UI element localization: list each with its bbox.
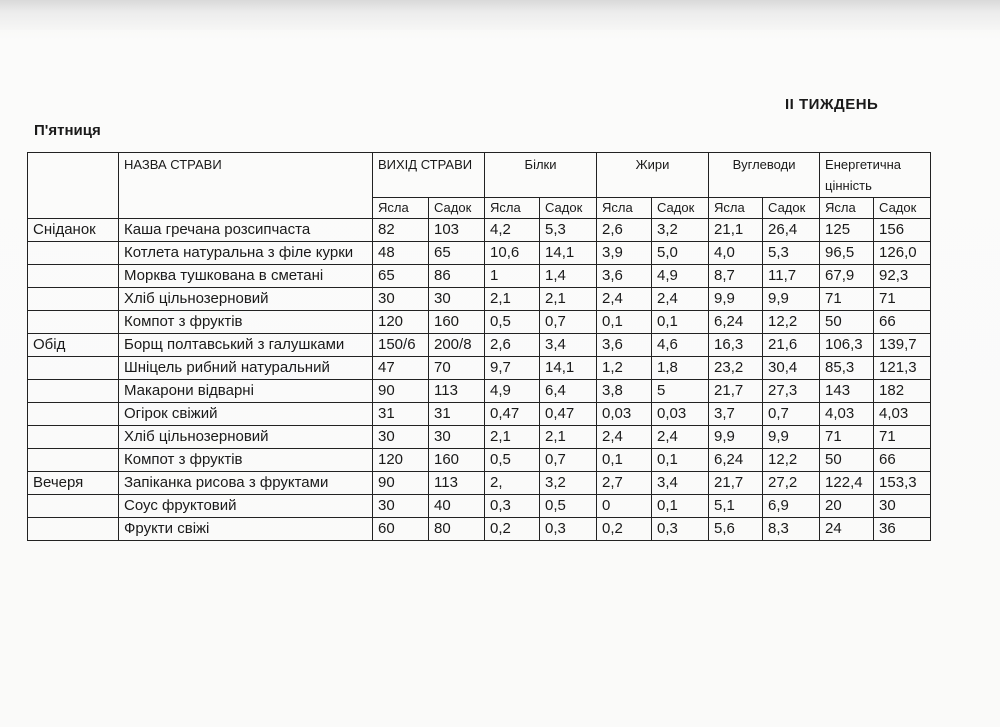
value-cell: 11,7 (763, 265, 820, 288)
table-row (28, 334, 931, 357)
table-row (28, 495, 931, 518)
value-cell: 121,3 (874, 357, 931, 380)
value-cell: 1,2 (597, 357, 652, 380)
value-cell: 86 (429, 265, 485, 288)
value-cell: 8,3 (763, 518, 820, 541)
value-cell: 3,2 (540, 472, 597, 495)
value-cell: 4,9 (485, 380, 540, 403)
value-cell: 85,3 (820, 357, 874, 380)
dish-name-cell: Запіканка рисова з фруктами (119, 472, 373, 495)
value-cell: 16,3 (709, 334, 763, 357)
sub-kindergarten: Садок (763, 198, 820, 219)
dish-name-cell: Макарони відварні (119, 380, 373, 403)
value-cell: 120 (373, 449, 429, 472)
value-cell: 4,9 (652, 265, 709, 288)
meal-cell (28, 449, 119, 472)
meal-cell: Обід (28, 334, 119, 357)
value-cell: 71 (874, 288, 931, 311)
value-cell: 3,8 (597, 380, 652, 403)
value-cell: 14,1 (540, 242, 597, 265)
value-cell: 9,9 (709, 288, 763, 311)
table-row (28, 242, 931, 265)
fats-header: Жири (597, 153, 709, 198)
value-cell: 0,1 (597, 311, 652, 334)
value-cell: 3,9 (597, 242, 652, 265)
value-cell: 31 (429, 403, 485, 426)
week-title: ІІ ТИЖДЕНЬ (785, 96, 879, 113)
value-cell: 6,4 (540, 380, 597, 403)
value-cell: 47 (373, 357, 429, 380)
value-cell: 3,4 (652, 472, 709, 495)
meal-header (28, 153, 119, 219)
dish-name-cell: Морква тушкована в сметані (119, 265, 373, 288)
meal-cell (28, 495, 119, 518)
value-cell: 143 (820, 380, 874, 403)
meal-cell (28, 265, 119, 288)
dish-name-cell: Хліб цільнозерновий (119, 288, 373, 311)
value-cell: 153,3 (874, 472, 931, 495)
value-cell: 12,2 (763, 449, 820, 472)
value-cell: 10,6 (485, 242, 540, 265)
sub-kindergarten: Садок (652, 198, 709, 219)
value-cell: 0,5 (540, 495, 597, 518)
value-cell: 71 (820, 288, 874, 311)
value-cell: 9,7 (485, 357, 540, 380)
table-row (28, 219, 931, 242)
value-cell: 3,4 (540, 334, 597, 357)
value-cell: 103 (429, 219, 485, 242)
value-cell: 113 (429, 380, 485, 403)
sub-nursery: Ясла (485, 198, 540, 219)
value-cell: 150/6 (373, 334, 429, 357)
meal-cell (28, 380, 119, 403)
sub-kindergarten: Садок (540, 198, 597, 219)
value-cell: 2, (485, 472, 540, 495)
meal-cell (28, 403, 119, 426)
value-cell: 2,4 (652, 288, 709, 311)
value-cell: 3,7 (709, 403, 763, 426)
day-title: П'ятниця (34, 122, 101, 139)
value-cell: 4,03 (874, 403, 931, 426)
meal-cell (28, 242, 119, 265)
dish-name-cell: Шніцель рибний натуральний (119, 357, 373, 380)
value-cell: 71 (820, 426, 874, 449)
table-row (28, 518, 931, 541)
value-cell: 0,47 (485, 403, 540, 426)
dish-name-cell: Компот з фруктів (119, 311, 373, 334)
table-row (28, 311, 931, 334)
table-row (28, 357, 931, 380)
dish-name-cell: Компот з фруктів (119, 449, 373, 472)
value-cell: 40 (429, 495, 485, 518)
value-cell: 1 (485, 265, 540, 288)
dish-name-cell: Котлета натуральна з філе курки (119, 242, 373, 265)
table-row (28, 472, 931, 495)
value-cell: 30 (373, 426, 429, 449)
value-cell: 106,3 (820, 334, 874, 357)
value-cell: 6,9 (763, 495, 820, 518)
value-cell: 27,3 (763, 380, 820, 403)
value-cell: 21,7 (709, 472, 763, 495)
value-cell: 5,3 (540, 219, 597, 242)
value-cell: 8,7 (709, 265, 763, 288)
value-cell: 21,7 (709, 380, 763, 403)
value-cell: 2,6 (597, 219, 652, 242)
value-cell: 0,7 (540, 311, 597, 334)
value-cell: 4,6 (652, 334, 709, 357)
value-cell: 2,1 (485, 426, 540, 449)
value-cell: 9,9 (709, 426, 763, 449)
value-cell: 0,2 (597, 518, 652, 541)
dish-name-cell: Хліб цільнозерновий (119, 426, 373, 449)
value-cell: 90 (373, 472, 429, 495)
sub-nursery: Ясла (373, 198, 429, 219)
value-cell: 139,7 (874, 334, 931, 357)
sub-nursery: Ясла (597, 198, 652, 219)
value-cell: 5,1 (709, 495, 763, 518)
value-cell: 30 (429, 426, 485, 449)
table-row (28, 426, 931, 449)
meal-cell (28, 311, 119, 334)
header-row (28, 153, 931, 198)
value-cell: 67,9 (820, 265, 874, 288)
value-cell: 66 (874, 311, 931, 334)
value-cell: 92,3 (874, 265, 931, 288)
energy-header: Енергетична цінність (820, 153, 931, 198)
table-row (28, 403, 931, 426)
carbs-header: Вуглеводи (709, 153, 820, 198)
value-cell: 21,6 (763, 334, 820, 357)
value-cell: 65 (429, 242, 485, 265)
menu-table (27, 152, 931, 541)
value-cell: 27,2 (763, 472, 820, 495)
value-cell: 2,1 (485, 288, 540, 311)
value-cell: 36 (874, 518, 931, 541)
value-cell: 0,2 (485, 518, 540, 541)
value-cell: 6,24 (709, 311, 763, 334)
meal-cell (28, 426, 119, 449)
value-cell: 0,7 (763, 403, 820, 426)
dish-name-cell: Каша гречана розсипчаста (119, 219, 373, 242)
menu-body (28, 219, 931, 541)
dish-header: НАЗВА СТРАВИ (119, 153, 373, 219)
sub-nursery: Ясла (820, 198, 874, 219)
dish-name-cell: Соус фруктовий (119, 495, 373, 518)
table-row (28, 380, 931, 403)
value-cell: 50 (820, 449, 874, 472)
value-cell: 0,7 (540, 449, 597, 472)
dish-name-cell: Фрукти свіжі (119, 518, 373, 541)
dish-name-cell: Борщ полтавський з галушками (119, 334, 373, 357)
value-cell: 12,2 (763, 311, 820, 334)
value-cell: 26,4 (763, 219, 820, 242)
value-cell: 125 (820, 219, 874, 242)
value-cell: 2,4 (652, 426, 709, 449)
value-cell: 30,4 (763, 357, 820, 380)
value-cell: 30 (874, 495, 931, 518)
value-cell: 82 (373, 219, 429, 242)
value-cell: 65 (373, 265, 429, 288)
value-cell: 0,3 (540, 518, 597, 541)
value-cell: 5,6 (709, 518, 763, 541)
value-cell: 66 (874, 449, 931, 472)
table-row (28, 449, 931, 472)
value-cell: 126,0 (874, 242, 931, 265)
meal-cell: Сніданок (28, 219, 119, 242)
value-cell: 1,4 (540, 265, 597, 288)
value-cell: 182 (874, 380, 931, 403)
meal-cell (28, 357, 119, 380)
value-cell: 2,1 (540, 288, 597, 311)
sub-nursery: Ясла (709, 198, 763, 219)
value-cell: 6,24 (709, 449, 763, 472)
table-row (28, 265, 931, 288)
value-cell: 80 (429, 518, 485, 541)
proteins-header: Білки (485, 153, 597, 198)
meal-cell (28, 288, 119, 311)
value-cell: 9,9 (763, 426, 820, 449)
value-cell: 2,6 (485, 334, 540, 357)
sub-kindergarten: Садок (429, 198, 485, 219)
value-cell: 0,03 (652, 403, 709, 426)
value-cell: 70 (429, 357, 485, 380)
value-cell: 0,1 (652, 449, 709, 472)
value-cell: 200/8 (429, 334, 485, 357)
value-cell: 156 (874, 219, 931, 242)
value-cell: 60 (373, 518, 429, 541)
value-cell: 0,5 (485, 449, 540, 472)
value-cell: 9,9 (763, 288, 820, 311)
value-cell: 4,0 (709, 242, 763, 265)
value-cell: 31 (373, 403, 429, 426)
value-cell: 4,2 (485, 219, 540, 242)
value-cell: 5,0 (652, 242, 709, 265)
value-cell: 96,5 (820, 242, 874, 265)
output-header: ВИХІД СТРАВИ (373, 153, 485, 198)
value-cell: 120 (373, 311, 429, 334)
value-cell: 30 (429, 288, 485, 311)
value-cell: 30 (373, 495, 429, 518)
value-cell: 71 (874, 426, 931, 449)
value-cell: 3,2 (652, 219, 709, 242)
value-cell: 0,47 (540, 403, 597, 426)
value-cell: 24 (820, 518, 874, 541)
value-cell: 0,1 (652, 495, 709, 518)
value-cell: 3,6 (597, 265, 652, 288)
meal-cell: Вечеря (28, 472, 119, 495)
value-cell: 50 (820, 311, 874, 334)
table-row (28, 288, 931, 311)
sub-kindergarten: Садок (874, 198, 931, 219)
value-cell: 0,1 (652, 311, 709, 334)
value-cell: 2,4 (597, 426, 652, 449)
value-cell: 160 (429, 311, 485, 334)
value-cell: 23,2 (709, 357, 763, 380)
value-cell: 5 (652, 380, 709, 403)
value-cell: 30 (373, 288, 429, 311)
value-cell: 3,6 (597, 334, 652, 357)
value-cell: 21,1 (709, 219, 763, 242)
meal-cell (28, 518, 119, 541)
value-cell: 2,4 (597, 288, 652, 311)
value-cell: 4,03 (820, 403, 874, 426)
value-cell: 0,5 (485, 311, 540, 334)
value-cell: 2,1 (540, 426, 597, 449)
value-cell: 113 (429, 472, 485, 495)
value-cell: 122,4 (820, 472, 874, 495)
value-cell: 20 (820, 495, 874, 518)
value-cell: 160 (429, 449, 485, 472)
dish-name-cell: Огірок свіжий (119, 403, 373, 426)
value-cell: 0,3 (485, 495, 540, 518)
value-cell: 1,8 (652, 357, 709, 380)
value-cell: 90 (373, 380, 429, 403)
value-cell: 0 (597, 495, 652, 518)
value-cell: 5,3 (763, 242, 820, 265)
value-cell: 0,03 (597, 403, 652, 426)
paper-fold-shadow (0, 0, 1000, 30)
value-cell: 48 (373, 242, 429, 265)
value-cell: 0,3 (652, 518, 709, 541)
value-cell: 14,1 (540, 357, 597, 380)
value-cell: 2,7 (597, 472, 652, 495)
value-cell: 0,1 (597, 449, 652, 472)
